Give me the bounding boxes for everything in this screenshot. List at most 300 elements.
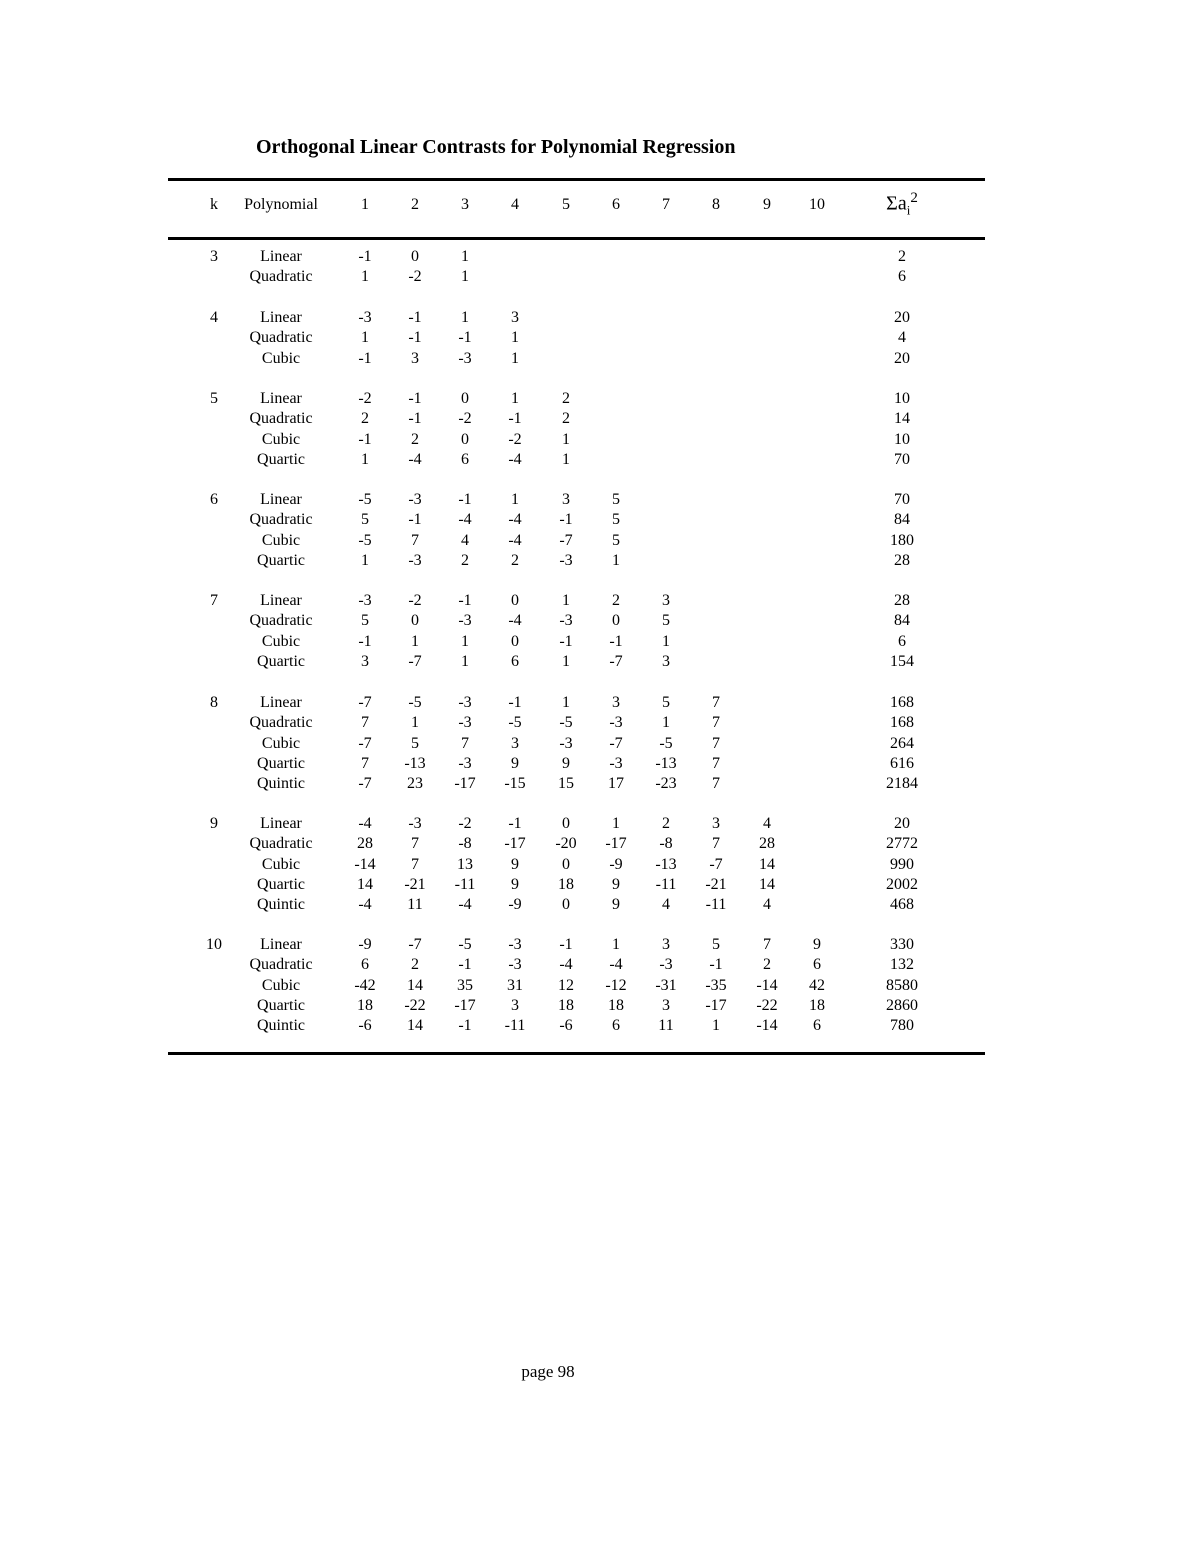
sum-of-squares-cell: 180 — [890, 532, 914, 549]
polynomial-name: Quintic — [257, 1017, 305, 1034]
header-col-7: 7 — [662, 196, 670, 213]
sum-of-squares-cell: 616 — [890, 755, 914, 772]
coefficient-cell: 1 — [511, 390, 519, 407]
coefficient-cell: 3 — [662, 997, 670, 1014]
polynomial-name: Quadratic — [249, 714, 313, 731]
coefficient-cell: 7 — [712, 735, 720, 752]
sum-of-squares-cell: 20 — [894, 350, 910, 367]
coefficient-cell: -1 — [458, 329, 472, 346]
coefficient-cell: -1 — [709, 956, 723, 973]
coefficient-cell: -1 — [358, 248, 372, 265]
coefficient-cell: -17 — [454, 775, 476, 792]
coefficient-cell: 15 — [558, 775, 574, 792]
coefficient-cell: 7 — [712, 835, 720, 852]
coefficient-cell: 1 — [562, 694, 570, 711]
sum-of-squares-cell: 2860 — [886, 997, 918, 1014]
polynomial-name: Quartic — [257, 876, 305, 893]
coefficient-cell: 2 — [361, 410, 369, 427]
coefficient-cell: 35 — [457, 977, 473, 994]
coefficient-cell: -6 — [559, 1017, 573, 1034]
coefficient-cell: 11 — [658, 1017, 674, 1034]
coefficient-cell: 0 — [562, 856, 570, 873]
coefficient-cell: 3 — [511, 735, 519, 752]
coefficient-cell: -4 — [508, 511, 522, 528]
coefficient-cell: -3 — [458, 694, 472, 711]
coefficient-cell: -11 — [504, 1017, 526, 1034]
coefficient-cell: -7 — [358, 735, 372, 752]
coefficient-cell: 7 — [411, 835, 419, 852]
coefficient-cell: -2 — [358, 390, 372, 407]
coefficient-cell: -1 — [358, 431, 372, 448]
coefficient-cell: -7 — [408, 653, 422, 670]
page-title: Orthogonal Linear Contrasts for Polynomial Regression — [256, 136, 736, 158]
coefficient-cell: 14 — [759, 876, 775, 893]
coefficient-cell: 0 — [411, 248, 419, 265]
polynomial-name: Quadratic — [249, 835, 313, 852]
coefficient-cell: 3 — [511, 309, 519, 326]
coefficient-cell: -15 — [504, 775, 526, 792]
coefficient-cell: 7 — [712, 694, 720, 711]
polynomial-name: Quartic — [257, 653, 305, 670]
header-col-1: 1 — [361, 196, 369, 213]
coefficient-cell: 11 — [407, 896, 423, 913]
coefficient-cell: -5 — [559, 714, 573, 731]
coefficient-cell: 2 — [662, 815, 670, 832]
coefficient-cell: -13 — [404, 755, 426, 772]
coefficient-cell: 1 — [411, 714, 419, 731]
coefficient-cell: -7 — [559, 532, 573, 549]
group-k-label: 6 — [210, 491, 218, 508]
coefficient-cell: 9 — [813, 936, 821, 953]
coefficient-cell: 31 — [507, 977, 523, 994]
coefficient-cell: -5 — [508, 714, 522, 731]
coefficient-cell: 17 — [608, 775, 624, 792]
polynomial-name: Quadratic — [249, 956, 313, 973]
coefficient-cell: -1 — [559, 936, 573, 953]
coefficient-cell: -22 — [404, 997, 426, 1014]
coefficient-cell: -3 — [508, 936, 522, 953]
coefficient-cell: -1 — [458, 1017, 472, 1034]
coefficient-cell: 28 — [357, 835, 373, 852]
coefficient-cell: -3 — [559, 612, 573, 629]
sum-of-squares-cell: 20 — [894, 815, 910, 832]
sum-of-squares-cell: 2772 — [886, 835, 918, 852]
coefficient-cell: -4 — [358, 896, 372, 913]
coefficient-cell: 3 — [511, 997, 519, 1014]
coefficient-cell: 1 — [662, 714, 670, 731]
coefficient-cell: -3 — [609, 714, 623, 731]
coefficient-cell: 1 — [712, 1017, 720, 1034]
sum-of-squares-cell: 84 — [894, 612, 910, 629]
polynomial-name: Cubic — [261, 532, 301, 549]
coefficient-cell: 3 — [612, 694, 620, 711]
polynomial-name: Quartic — [257, 451, 305, 468]
coefficient-cell: 3 — [562, 491, 570, 508]
coefficient-cell: -4 — [508, 451, 522, 468]
coefficient-cell: -9 — [508, 896, 522, 913]
coefficient-cell: -7 — [609, 653, 623, 670]
header-col-5: 5 — [562, 196, 570, 213]
coefficient-cell: -23 — [655, 775, 677, 792]
coefficient-cell: 7 — [411, 856, 419, 873]
coefficient-cell: 1 — [461, 633, 469, 650]
polynomial-name: Quintic — [257, 896, 305, 913]
coefficient-cell: 7 — [712, 714, 720, 731]
coefficient-cell: 2 — [511, 552, 519, 569]
coefficient-cell: 9 — [612, 896, 620, 913]
coefficient-cell: -2 — [508, 431, 522, 448]
group-k-label: 3 — [210, 248, 218, 265]
coefficient-cell: 5 — [662, 612, 670, 629]
coefficient-cell: 9 — [612, 876, 620, 893]
sum-of-squares-cell: 154 — [890, 653, 914, 670]
sum-of-squares-cell: 70 — [894, 491, 910, 508]
coefficient-cell: 2 — [562, 410, 570, 427]
coefficient-cell: -14 — [756, 977, 778, 994]
sum-of-squares-cell: 10 — [894, 390, 910, 407]
coefficient-cell: -1 — [559, 511, 573, 528]
coefficient-cell: 4 — [763, 815, 771, 832]
coefficient-cell: 4 — [763, 896, 771, 913]
coefficient-cell: 1 — [361, 329, 369, 346]
polynomial-name: Linear — [260, 491, 302, 508]
coefficient-cell: -1 — [508, 815, 522, 832]
sum-of-squares-cell: 168 — [890, 694, 914, 711]
coefficient-cell: 6 — [813, 1017, 821, 1034]
coefficient-cell: -11 — [655, 876, 677, 893]
coefficient-cell: 9 — [511, 856, 519, 873]
coefficient-cell: 42 — [809, 977, 825, 994]
coefficient-cell: -14 — [756, 1017, 778, 1034]
coefficient-cell: 5 — [612, 491, 620, 508]
header-col-6: 6 — [612, 196, 620, 213]
sum-of-squares-cell: 2002 — [886, 876, 918, 893]
sum-of-squares-cell: 20 — [894, 309, 910, 326]
coefficient-cell: 1 — [612, 552, 620, 569]
polynomial-name: Quintic — [257, 775, 305, 792]
sum-of-squares-cell: 264 — [890, 735, 914, 752]
coefficient-cell: -7 — [358, 775, 372, 792]
coefficient-cell: 0 — [511, 592, 519, 609]
coefficient-cell: -2 — [458, 815, 472, 832]
coefficient-cell: 0 — [511, 633, 519, 650]
coefficient-cell: -3 — [559, 552, 573, 569]
coefficient-cell: -4 — [508, 612, 522, 629]
coefficient-cell: -42 — [354, 977, 376, 994]
coefficient-cell: 6 — [511, 653, 519, 670]
coefficient-cell: 1 — [612, 936, 620, 953]
coefficient-cell: 7 — [461, 735, 469, 752]
coefficient-cell: 1 — [511, 329, 519, 346]
coefficient-cell: -17 — [504, 835, 526, 852]
group-k-label: 4 — [210, 309, 218, 326]
coefficient-cell: -3 — [408, 552, 422, 569]
coefficient-cell: -1 — [458, 956, 472, 973]
coefficient-cell: -7 — [609, 735, 623, 752]
coefficient-cell: -13 — [655, 755, 677, 772]
coefficient-cell: -35 — [705, 977, 727, 994]
page-number: page 98 — [521, 1362, 575, 1381]
coefficient-cell: -1 — [458, 592, 472, 609]
polynomial-name: Linear — [260, 592, 302, 609]
sum-of-squares-cell: 990 — [890, 856, 914, 873]
coefficient-cell: -5 — [408, 694, 422, 711]
coefficient-cell: -3 — [458, 350, 472, 367]
polynomial-name: Quadratic — [249, 511, 313, 528]
bottom-rule — [168, 1052, 985, 1055]
coefficient-cell: 9 — [511, 876, 519, 893]
coefficient-cell: 1 — [562, 431, 570, 448]
coefficient-cell: -3 — [408, 491, 422, 508]
coefficient-cell: 6 — [813, 956, 821, 973]
coefficient-cell: 1 — [511, 350, 519, 367]
coefficient-cell: -20 — [555, 835, 577, 852]
polynomial-name: Quadratic — [249, 410, 313, 427]
coefficient-cell: 2 — [763, 956, 771, 973]
coefficient-cell: 14 — [407, 977, 423, 994]
coefficient-cell: 5 — [361, 511, 369, 528]
coefficient-cell: -5 — [358, 491, 372, 508]
polynomial-name: Cubic — [261, 350, 301, 367]
group-k-label: 7 — [210, 592, 218, 609]
coefficient-cell: -3 — [458, 612, 472, 629]
coefficient-cell: 2 — [562, 390, 570, 407]
group-k-label: 8 — [210, 694, 218, 711]
coefficient-cell: 5 — [662, 694, 670, 711]
header-k: k — [210, 196, 218, 213]
coefficient-cell: -4 — [559, 956, 573, 973]
coefficient-cell: 1 — [361, 552, 369, 569]
coefficient-cell: -17 — [454, 997, 476, 1014]
polynomial-name: Quartic — [257, 552, 305, 569]
polynomial-name: Cubic — [261, 633, 301, 650]
coefficient-cell: -1 — [609, 633, 623, 650]
coefficient-cell: 1 — [461, 248, 469, 265]
coefficient-cell: 12 — [558, 977, 574, 994]
coefficient-cell: -31 — [655, 977, 677, 994]
coefficient-cell: -4 — [458, 511, 472, 528]
coefficient-cell: -13 — [655, 856, 677, 873]
coefficient-cell: -4 — [458, 896, 472, 913]
coefficient-cell: 1 — [461, 268, 469, 285]
polynomial-name: Linear — [260, 694, 302, 711]
coefficient-cell: 5 — [411, 735, 419, 752]
coefficient-cell: -3 — [508, 956, 522, 973]
coefficient-cell: 1 — [461, 653, 469, 670]
coefficient-cell: -11 — [705, 896, 727, 913]
polynomial-name: Quartic — [257, 755, 305, 772]
coefficient-cell: 0 — [562, 815, 570, 832]
coefficient-cell: -8 — [458, 835, 472, 852]
coefficient-cell: 5 — [712, 936, 720, 953]
header-col-8: 8 — [712, 196, 720, 213]
coefficient-cell: -5 — [358, 532, 372, 549]
header-polynomial: Polynomial — [244, 196, 318, 213]
coefficient-cell: -9 — [358, 936, 372, 953]
coefficient-cell: 0 — [461, 390, 469, 407]
polynomial-name: Linear — [260, 248, 302, 265]
coefficient-cell: -4 — [408, 451, 422, 468]
polynomial-name: Quadratic — [249, 612, 313, 629]
coefficient-cell: 2 — [411, 431, 419, 448]
coefficient-cell: -8 — [659, 835, 673, 852]
sum-of-squares-cell: 780 — [890, 1017, 914, 1034]
coefficient-cell: 1 — [461, 309, 469, 326]
sum-of-squares-cell: 10 — [894, 431, 910, 448]
coefficient-cell: -7 — [709, 856, 723, 873]
coefficient-cell: 3 — [411, 350, 419, 367]
coefficient-cell: 3 — [361, 653, 369, 670]
coefficient-cell: 9 — [511, 755, 519, 772]
coefficient-cell: 18 — [608, 997, 624, 1014]
coefficient-cell: -14 — [354, 856, 376, 873]
sum-of-squares-cell: 6 — [898, 268, 906, 285]
coefficient-cell: 18 — [558, 876, 574, 893]
coefficient-cell: -4 — [358, 815, 372, 832]
coefficient-cell: 9 — [562, 755, 570, 772]
coefficient-cell: -21 — [705, 876, 727, 893]
coefficient-cell: 1 — [612, 815, 620, 832]
coefficient-cell: -2 — [408, 592, 422, 609]
coefficient-cell: -4 — [609, 956, 623, 973]
polynomial-name: Linear — [260, 936, 302, 953]
coefficient-cell: -1 — [559, 633, 573, 650]
polynomial-name: Quadratic — [249, 329, 313, 346]
coefficient-cell: 1 — [511, 491, 519, 508]
coefficient-cell: -1 — [408, 390, 422, 407]
sum-of-squares-cell: 2 — [898, 248, 906, 265]
coefficient-cell: -5 — [458, 936, 472, 953]
coefficient-cell: -3 — [559, 735, 573, 752]
header-sum-of-squares — [886, 190, 918, 219]
coefficient-cell: 1 — [562, 653, 570, 670]
coefficient-cell: 2 — [411, 956, 419, 973]
coefficient-cell: 1 — [562, 592, 570, 609]
coefficient-cell: 3 — [662, 653, 670, 670]
coefficient-cell: -1 — [458, 491, 472, 508]
sum-of-squares-cell: 28 — [894, 552, 910, 569]
coefficient-cell: -7 — [408, 936, 422, 953]
coefficient-cell: -3 — [458, 755, 472, 772]
sum-of-squares-cell: 6 — [898, 633, 906, 650]
coefficient-cell: 6 — [361, 956, 369, 973]
coefficient-cell: 4 — [662, 896, 670, 913]
coefficient-cell: 1 — [662, 633, 670, 650]
coefficient-cell: -1 — [358, 633, 372, 650]
coefficient-cell: 7 — [361, 755, 369, 772]
coefficient-cell: -1 — [508, 410, 522, 427]
coefficient-cell: 0 — [562, 896, 570, 913]
group-k-label: 5 — [210, 390, 218, 407]
polynomial-name: Cubic — [261, 856, 301, 873]
coefficient-cell: -11 — [454, 876, 476, 893]
coefficient-cell: 7 — [411, 532, 419, 549]
coefficient-cell: -1 — [408, 410, 422, 427]
coefficient-cell: -1 — [358, 350, 372, 367]
polynomial-name: Quadratic — [249, 268, 313, 285]
group-k-label: 10 — [206, 936, 222, 953]
sum-of-squares-cell: 14 — [894, 410, 910, 427]
group-k-label: 9 — [210, 815, 218, 832]
coefficient-cell: -3 — [358, 309, 372, 326]
polynomial-name: Cubic — [261, 431, 301, 448]
coefficient-cell: 18 — [558, 997, 574, 1014]
sum-of-squares-cell: 330 — [890, 936, 914, 953]
polynomial-name: Cubic — [261, 735, 301, 752]
coefficient-cell: 23 — [407, 775, 423, 792]
coefficient-cell: 0 — [461, 431, 469, 448]
polynomial-name: Quartic — [257, 997, 305, 1014]
sum-subscript: i — [906, 202, 911, 218]
coefficient-cell: -3 — [358, 592, 372, 609]
coefficient-cell: -3 — [659, 956, 673, 973]
coefficient-cell: 7 — [763, 936, 771, 953]
coefficient-cell: -4 — [508, 532, 522, 549]
coefficient-cell: 6 — [461, 451, 469, 468]
coefficient-cell: 7 — [361, 714, 369, 731]
coefficient-cell: -9 — [609, 856, 623, 873]
coefficient-cell: -1 — [408, 511, 422, 528]
coefficient-cell: 1 — [562, 451, 570, 468]
coefficient-cell: 3 — [662, 592, 670, 609]
header-col-3: 3 — [461, 196, 469, 213]
sum-of-squares-cell: 132 — [890, 956, 914, 973]
coefficient-cell: 14 — [759, 856, 775, 873]
sum-of-squares-cell: 70 — [894, 451, 910, 468]
coefficient-cell: -1 — [408, 329, 422, 346]
coefficient-cell: -1 — [408, 309, 422, 326]
coefficient-cell: 28 — [759, 835, 775, 852]
header-col-9: 9 — [763, 196, 771, 213]
coefficient-cell: -3 — [609, 755, 623, 772]
coefficient-cell: 5 — [361, 612, 369, 629]
coefficient-cell: 14 — [357, 876, 373, 893]
sum-of-squares-cell: 2184 — [886, 775, 918, 792]
coefficient-cell: -12 — [605, 977, 627, 994]
coefficient-cell: -6 — [358, 1017, 372, 1034]
coefficient-cell: 5 — [612, 532, 620, 549]
header-col-10: 10 — [809, 196, 825, 213]
coefficient-cell: 13 — [457, 856, 473, 873]
sum-of-squares-cell: 468 — [890, 896, 914, 913]
coefficient-cell: -1 — [508, 694, 522, 711]
header-col-4: 4 — [511, 196, 519, 213]
coefficient-cell: -2 — [408, 268, 422, 285]
polynomial-name: Cubic — [261, 977, 301, 994]
coefficient-cell: 1 — [411, 633, 419, 650]
coefficient-cell: 3 — [712, 815, 720, 832]
coefficient-cell: 18 — [357, 997, 373, 1014]
polynomial-name: Linear — [260, 815, 302, 832]
sum-of-squares-cell: 4 — [898, 329, 906, 346]
sum-superscript: 2 — [910, 190, 918, 206]
coefficient-cell: -7 — [358, 694, 372, 711]
sum-of-squares-cell: 84 — [894, 511, 910, 528]
coefficient-cell: 7 — [712, 755, 720, 772]
coefficient-cell: 4 — [461, 532, 469, 549]
sum-of-squares-cell: 28 — [894, 592, 910, 609]
coefficient-cell: 7 — [712, 775, 720, 792]
coefficient-cell: -5 — [659, 735, 673, 752]
coefficient-cell: -3 — [458, 714, 472, 731]
coefficient-cell: -17 — [605, 835, 627, 852]
coefficient-cell: 1 — [361, 451, 369, 468]
coefficient-cell: 2 — [461, 552, 469, 569]
coefficient-cell: -3 — [408, 815, 422, 832]
coefficient-cell: -22 — [756, 997, 778, 1014]
coefficient-cell: 0 — [612, 612, 620, 629]
coefficient-cell: 3 — [662, 936, 670, 953]
